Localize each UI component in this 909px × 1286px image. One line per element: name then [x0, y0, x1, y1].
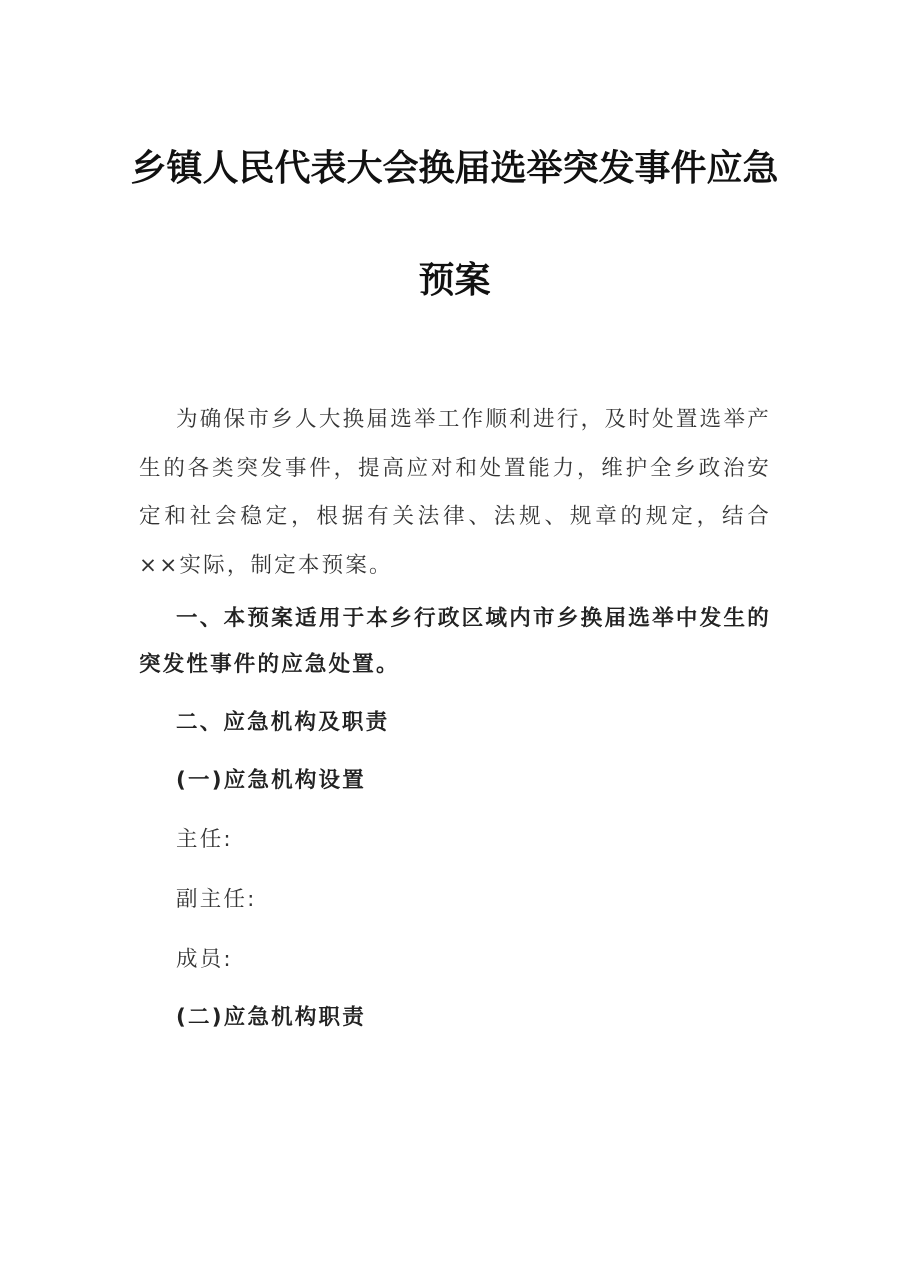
director-label: 主任: — [176, 827, 233, 852]
subsection-1-heading: (一)应急机构设置 — [176, 768, 366, 793]
section-2-heading: 二、应急机构及职责 — [176, 710, 390, 735]
members-label: 成员: — [176, 947, 233, 972]
deputy-director-label: 副主任: — [176, 887, 257, 912]
document-title-line-1: 乡镇人民代表大会换届选举突发事件应急 — [130, 147, 779, 189]
document-title-line-2: 预案 — [418, 259, 491, 301]
subsection-2-heading: (二)应急机构职责 — [176, 1005, 366, 1030]
intro-paragraph: 为确保市乡人大换届选举工作顺利进行，及时处置选举产生的各类突发事件，提高应对和处置能力，维护全乡政治安定和社会稳定，根据有关法律、法规、规章的规定，结合××实际，制定本预案。 — [139, 407, 771, 578]
section-1-paragraph: 一、本预案适用于本乡行政区域内市乡换届选举中发生的突发性事件的应急处置。 — [139, 606, 771, 677]
